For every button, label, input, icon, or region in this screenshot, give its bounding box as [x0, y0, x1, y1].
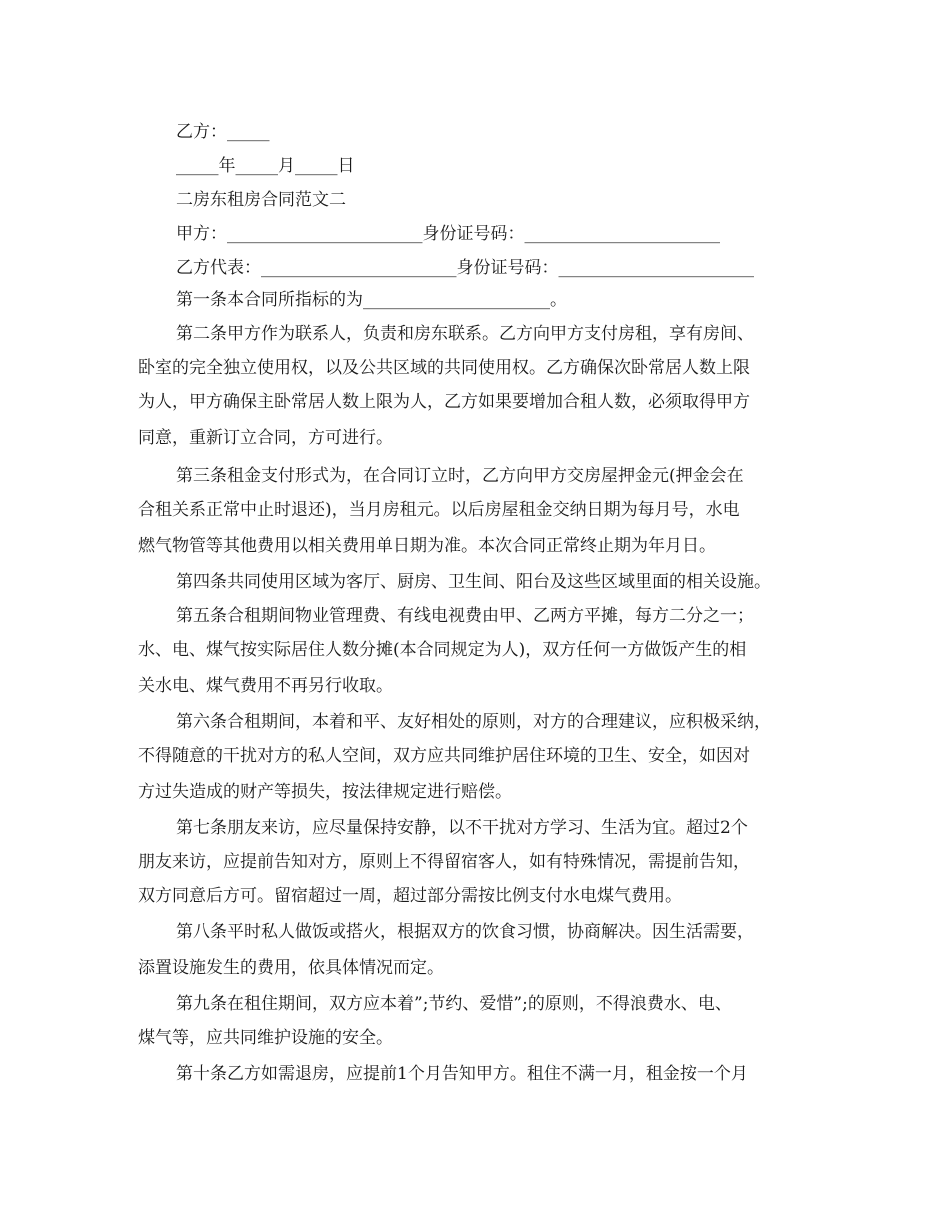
signature-date: _____年_____月_____日 [176, 156, 355, 176]
article-8-line-1: 第八条平时私人做饭或搭火，根据双方的饮食习惯，协商解决。因生活需要， [176, 922, 754, 942]
party-b-representative-line: 乙方代表：_______________________身份证号码：_______________________ [176, 258, 754, 278]
article-5-line-3: 关水电、煤气费用不再另行收取。 [138, 676, 393, 696]
article-1: 第一条本合同所指标的为______________________。 [176, 290, 567, 310]
article-6-line-1: 第六条合租期间，本着和平、友好相处的原则，对方的合理建议，应积极采纳， [176, 712, 771, 732]
article-5-line-2: 水、电、煤气按实际居住人数分摊(本合同规定为人)，双方任何一方做饭产生的相 [138, 640, 747, 660]
article-7-line-3: 双方同意后方可。留宿超过一周，超过部分需按比例支付水电煤气费用。 [138, 886, 682, 906]
article-3-line-2: 合租关系正常中止时退还)，当月房租元。以后房屋租金交纳日期为每月号，水电 [138, 500, 740, 520]
article-2-line-2: 卧室的完全独立使用权，以及公共区域的共同使用权。乙方确保次卧常居人数上限 [138, 358, 750, 378]
article-8-line-2: 添置设施发生的费用，依具体情况而定。 [138, 958, 444, 978]
article-5-line-1: 第五条合租期间物业管理费、有线电视费由甲、乙两方平摊，每方二分之一； [176, 606, 754, 626]
article-2-line-4: 同意，重新订立合同，方可进行。 [138, 428, 393, 448]
article-6-line-3: 方过失造成的财产等损失，按法律规定进行赔偿。 [138, 782, 512, 802]
article-3-line-1: 第三条租金支付形式为，在合同订立时，乙方向甲方交房屋押金元(押金会在 [176, 466, 744, 486]
article-9-line-1: 第九条在租住期间，双方应本着”;节约、爱惜”;的原则，不得浪费水、电、 [176, 994, 732, 1014]
article-7-line-2: 朋友来访，应提前告知对方，原则上不得留宿客人，如有特殊情况，需提前告知， [138, 852, 750, 872]
party-b-signature: 乙方：_____ [176, 122, 270, 142]
section-title: 二房东租房合同范文二 [176, 190, 346, 210]
party-a-line: 甲方：_______________________身份证号码：_______________________ [176, 224, 720, 244]
article-4: 第四条共同使用区域为客厅、厨房、卫生间、阳台及这些区域里面的相关设施。 [176, 572, 771, 592]
article-7-line-1: 第七条朋友来访，应尽量保持安静，以不干扰对方学习、生活为宜。超过2个 [176, 818, 748, 838]
article-2-line-1: 第二条甲方作为联系人，负责和房东联系。乙方向甲方支付房租，享有房间、 [176, 324, 754, 344]
article-6-line-2: 不得随意的干扰对方的私人空间，双方应共同维护居住环境的卫生、安全，如因对 [138, 746, 750, 766]
article-3-line-3: 燃气物管等其他费用以相关费用单日期为准。本次合同正常终止期为年月日。 [138, 536, 716, 556]
article-9-line-2: 煤气等，应共同维护设施的安全。 [138, 1028, 393, 1048]
article-10-line-1: 第十条乙方如需退房，应提前1个月告知甲方。租住不满一月，租金按一个月 [176, 1064, 748, 1084]
article-2-line-3: 为人，甲方确保主卧常居人数上限为人，乙方如果要增加合租人数，必须取得甲方 [138, 392, 750, 412]
